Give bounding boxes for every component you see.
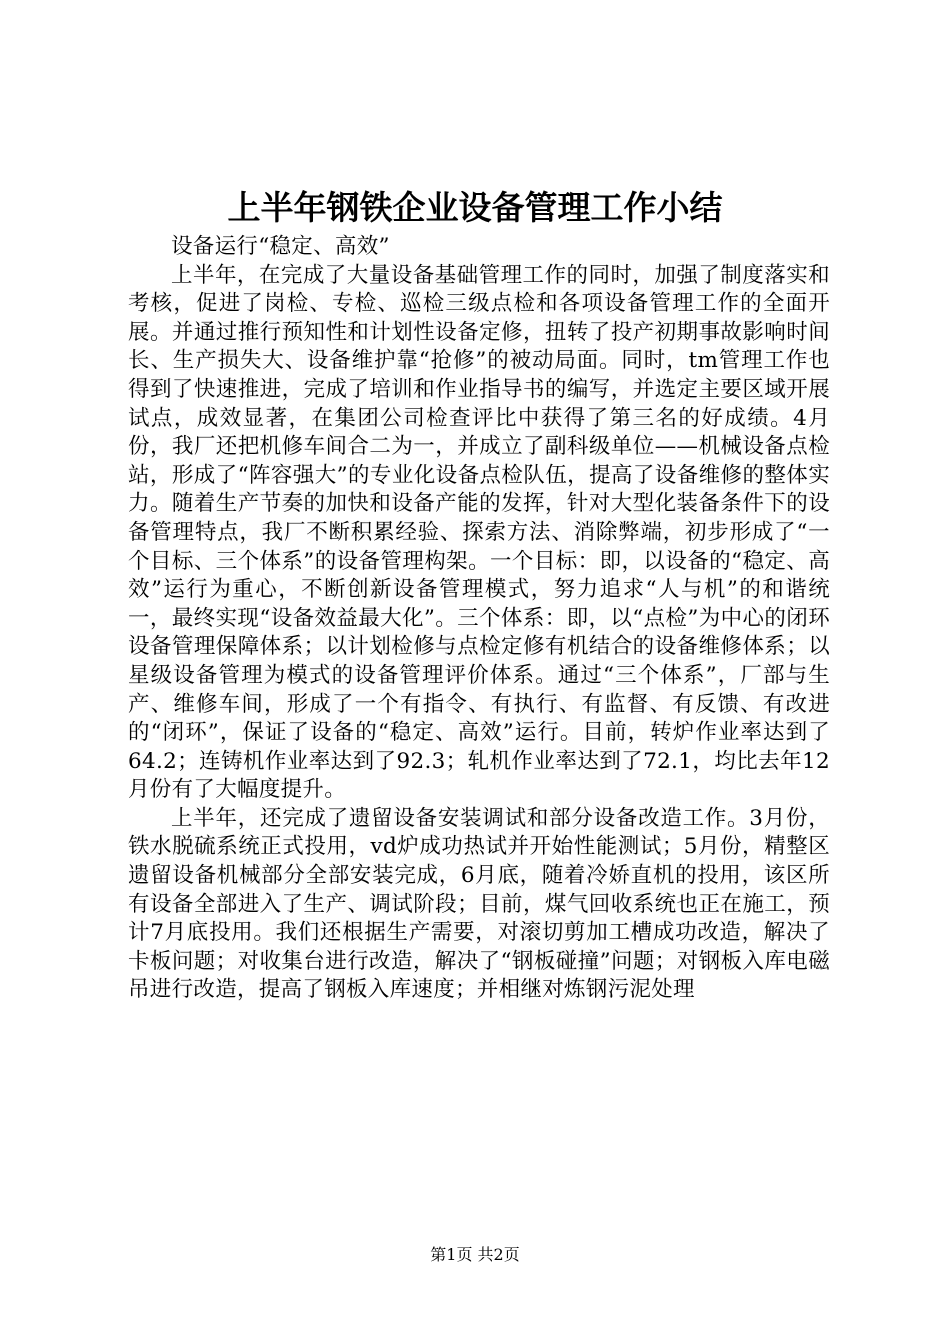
document-title: 上半年钢铁企业设备管理工作小结 [227, 188, 723, 227]
body-paragraph: 上半年，还完成了遗留设备安装调试和部分设备改造工作。3月份，铁水脱硫系统正式投用，vd炉成功热试并开始性能测试；5月份，精整区遗留设备机械部分全部安装完成，6月底，随着冷娇直机的投用，该区所有设备全部进入了生产、调试阶段；目前，煤气回收系统也正在施工，预计7月底投用。我们还根据生产需要，对滚切剪加工槽成功改造，解决了卡板问题；对收集台进行改造，解决了“钢板碰撞”问题；对钢板入库电磁吊进行改造，提高了钢板入库速度；并相继对炼钢污泥处理 [128, 805, 830, 1003]
section-heading: 设备运行“稳定、高效” [171, 234, 390, 259]
document-body [128, 233, 830, 1005]
page-footer: 第1页 共2页 [430, 1245, 520, 1264]
body-paragraph: 上半年，在完成了大量设备基础管理工作的同时，加强了制度落实和考核，促进了岗检、专检、巡检三级点检和各项设备管理工作的全面开展。并通过推行预知性和计划性设备定修，扭转了投产初期事故影响时间长、生产损失大、设备维护靠“抢修”的被动局面。同时，tm管理工作也得到了快速推进，完成了培训和作业指导书的编写，并选定主要区域开展试点，成效显著，在集团公司检查评比中获得了第三名的好成绩。4月份，我厂还把机修车间合二为一，并成立了副科级单位——机械设备点检站，形成了“阵容强大”的专业化设备点检队伍，提高了设备维修的整体实力。随着生产节奏的加快和设备产能的发挥，针对大型化装备条件下的设备管理特点，我厂不断积累经验、探索方法、消除弊端，初步形成了“一个目标、三个体系”的设备管理构架。一个目标：即，以设备的“稳定、高效”运行为重心，不断创新设备管理模式，努力追求“人与机”的和谐统一，最终实现“设备效益最大化”。三个体系：即，以“点检”为中心的闭环设备管理保障体系；以计划检修与点检定修有机结合的设备维修体系；以星级设备管理为模式的设备管理评价体系。通过“三个体系”，厂部与生产、维修车间，形成了一个有指令、有执行、有监督、有反馈、有改进的“闭环”，保证了设备的“稳定、高效”运行。目前，转炉作业率达到了64.2；连铸机作业率达到了92.3；轧机作业率达到了72.1，均比去年12月份有了大幅度提升。 [128, 262, 830, 803]
